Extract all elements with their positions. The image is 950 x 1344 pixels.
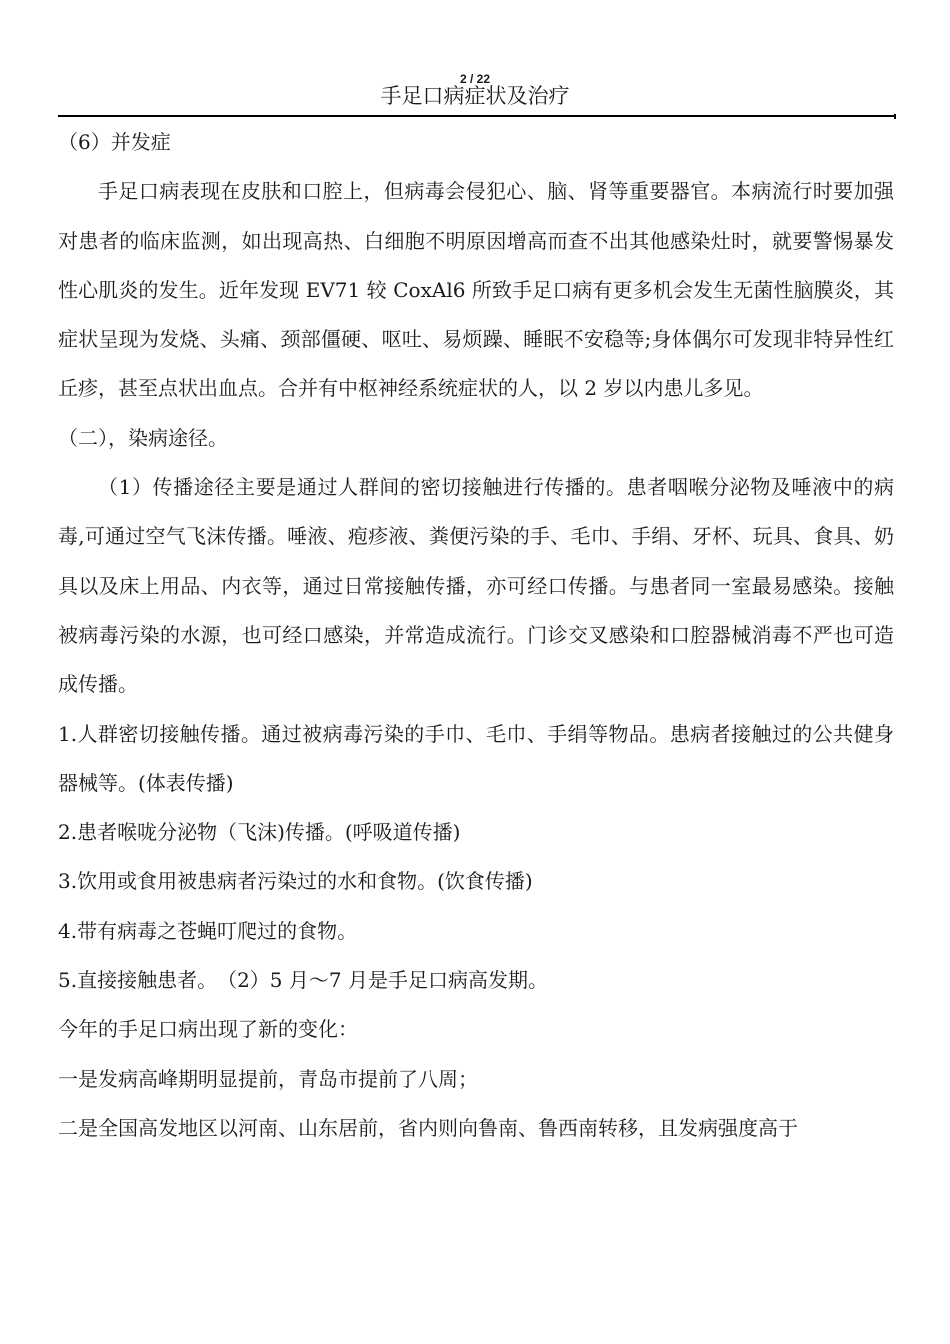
- header-title: 手足口病症状及治疗: [380, 84, 570, 108]
- list-item-4: 4.带有病毒之苍蝇叮爬过的食物。: [58, 918, 358, 943]
- list-item-1: 1.人群密切接触传播。通过被病毒污染的手巾、毛巾、手绢等物品。患病者接触过的公共健身器械等。(体表传播): [58, 721, 894, 795]
- list-item-5: 5.直接接触患者。 （2）5 月～7 月是手足口病高发期。: [58, 968, 548, 993]
- paragraph-new-changes: 今年的手足口病出现了新的变化：: [58, 1017, 358, 1042]
- paragraph-change-one: 一是发病高峰期明显提前，青岛市提前了八周；: [58, 1066, 478, 1091]
- page-number: 2 / 22: [459, 72, 491, 86]
- header-rule: [58, 115, 896, 117]
- section-heading-complications: （6）并发症: [58, 130, 171, 154]
- paragraph-transmission-route: （1）传播途径主要是通过人群间的密切接触进行传播的。患者咽喉分泌物及唾液中的病毒,可通过空气飞沫传播。唾液、疱疹液、粪便污染的手、毛巾、手绢、牙杯、玩具、食具、奶具以及床上用品、内衣等，通过日常接触传播，亦可经口传播。与患者同一室最易感染。接触被病毒污染的水源，也可经口感染，并常造成流行。门诊交叉感染和口腔器械消毒不严也可造成传播。: [58, 475, 894, 697]
- paragraph-change-two: 二是全国高发地区以河南、山东居前，省内则向鲁南、鲁西南转移，且发病强度高于: [58, 1115, 798, 1140]
- document-body: [58, 118, 894, 1153]
- section-heading-transmission: （二），染病途径。: [58, 425, 228, 450]
- list-item-3: 3.饮用或食用被患病者污染过的水和食物。(饮食传播): [58, 869, 533, 894]
- paragraph-complications: 手足口病表现在皮肤和口腔上，但病毒会侵犯心、脑、肾等重要器官。本病流行时要加强对患者的临床监测，如出现高热、白细胞不明原因增高而查不出其他感染灶时，就要警惕暴发性心肌炎的发生。近年发现 EV71 较 CoxAl6 所致手足口病有更多机会发生无菌性脑膜炎，其症状呈现为发烧、头痛、颈部僵硬、呕吐、易烦躁、睡眠不安稳等;身体偶尔可发现非特异性红丘疹，甚至点状出血点。合并有中枢神经系统症状的人，以 2 岁以内患儿多见。: [58, 179, 894, 401]
- header-rule-tick: [894, 114, 896, 119]
- list-item-2: 2.患者喉咙分泌物（飞沫)传播。(呼吸道传播): [58, 820, 461, 845]
